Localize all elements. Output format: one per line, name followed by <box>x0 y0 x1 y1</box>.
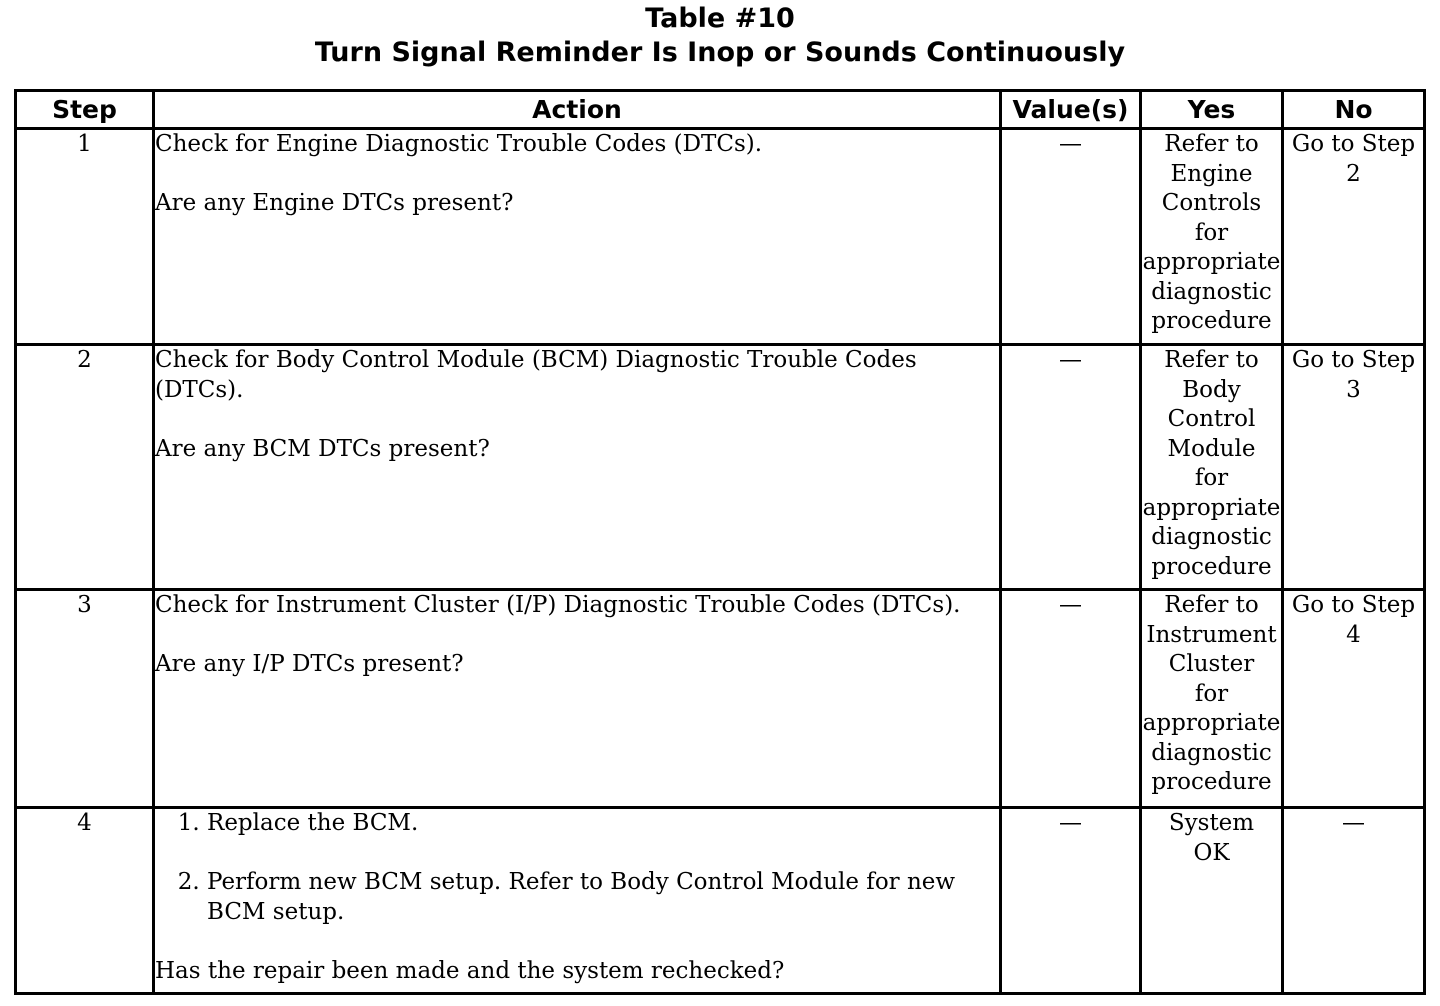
action-instruction: Check for Engine Diagnostic Trouble Codes (DTCs). <box>155 131 763 157</box>
action-question: Are any I/P DTCs present? <box>155 651 464 677</box>
no-cell <box>1283 129 1425 345</box>
table-header-row <box>16 91 1425 129</box>
no-cell <box>1283 345 1425 590</box>
substep-bcm-setup: 2. Perform new BCM setup. Refer to Body Control Module for new BCM setup. <box>207 868 999 927</box>
action-instruction: Check for Instrument Cluster (I/P) Diagnostic Trouble Codes (DTCs). <box>155 592 961 618</box>
action-cell <box>154 129 1001 345</box>
step-number: 2 <box>16 345 154 590</box>
header-step: Step <box>16 91 154 129</box>
step-number: 1 <box>16 129 154 345</box>
header-values: Value(s) <box>1001 91 1141 129</box>
action-cell <box>154 590 1001 808</box>
value-cell: — <box>1001 129 1141 345</box>
table-row-step-3 <box>16 590 1425 808</box>
table-title-block <box>0 0 1440 70</box>
substep-replace-bcm: 1. Replace the BCM. <box>207 809 999 839</box>
no-text: Go to Step 4 <box>1291 592 1416 648</box>
diagnostic-table <box>14 89 1426 995</box>
table-number: Table #10 <box>645 3 795 34</box>
yes-text: System OK <box>1168 810 1255 866</box>
no-cell <box>1283 808 1425 994</box>
value-cell: — <box>1001 345 1141 590</box>
no-text: — <box>1342 810 1365 836</box>
table-row-step-1 <box>16 129 1425 345</box>
no-text: Go to Step 3 <box>1291 347 1416 403</box>
action-question: Has the repair been made and the system rechecked? <box>155 957 785 984</box>
yes-cell <box>1141 808 1283 994</box>
action-question: Are any Engine DTCs present? <box>155 190 514 216</box>
header-action: Action <box>154 91 1001 129</box>
yes-cell <box>1141 129 1283 345</box>
yes-cell <box>1141 345 1283 590</box>
table-row-step-4 <box>16 808 1425 994</box>
header-no: No <box>1283 91 1425 129</box>
action-question: Are any BCM DTCs present? <box>155 435 490 462</box>
value-cell: — <box>1001 808 1141 994</box>
yes-cell <box>1141 590 1283 808</box>
action-cell <box>154 345 1001 590</box>
no-cell <box>1283 590 1425 808</box>
value-cell: — <box>1001 590 1141 808</box>
step-number: 4 <box>16 808 154 994</box>
yes-text: Refer to Body Control Module for appropriate diagnostic procedure <box>1142 347 1281 580</box>
action-cell <box>154 808 1001 994</box>
yes-text: Refer to Instrument Cluster for appropriate diagnostic procedure <box>1142 592 1281 795</box>
table-title: Turn Signal Reminder Is Inop or Sounds Continuously <box>314 37 1126 68</box>
no-text: Go to Step 2 <box>1291 131 1416 187</box>
substep-list <box>155 809 999 927</box>
table-row-step-2 <box>16 345 1425 590</box>
action-instruction: Check for Body Control Module (BCM) Diagnostic Trouble Codes (DTCs). <box>155 347 917 403</box>
header-yes: Yes <box>1141 91 1283 129</box>
step-number: 3 <box>16 590 154 808</box>
yes-text: Refer to Engine Controls for appropriate diagnostic procedure <box>1142 131 1281 334</box>
